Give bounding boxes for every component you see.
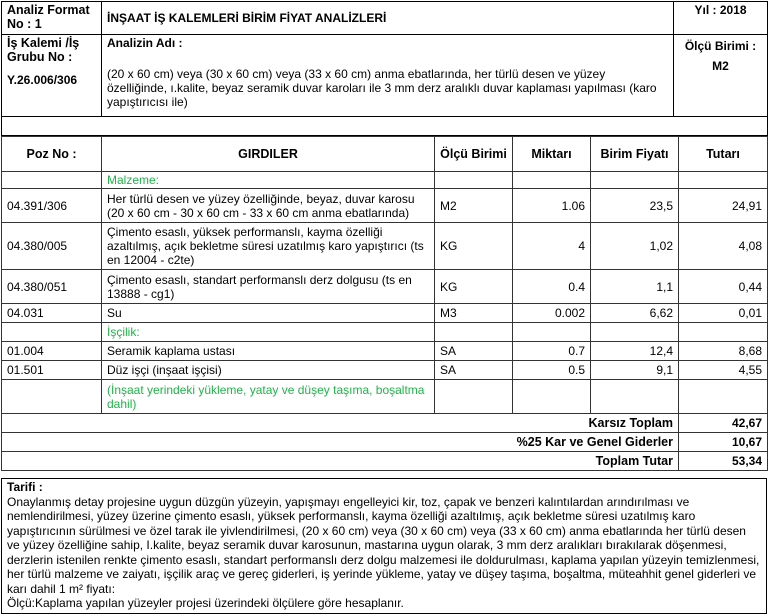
totals-label: %25 Kar ve Genel Giderler: [2, 433, 679, 452]
group-label: İş Kalemi /İş Grubu No :: [7, 36, 80, 64]
totals-value: 42,67: [679, 414, 768, 433]
section-note: (İnşaat yerindeki yükleme, yatay ve düşey taşıma, boşaltma dahil): [102, 380, 435, 414]
unit-label: Ölçü Birimi :: [684, 39, 757, 53]
totals-label: Karsız Toplam: [2, 414, 679, 433]
item-qty: 0.002: [513, 304, 591, 323]
poz-no: 04.380/051: [2, 270, 102, 304]
item-price: 12,4: [591, 342, 679, 361]
item-unit: KG: [435, 270, 513, 304]
item-description: Her türlü desen ve yüzey özelliğinde, beyaz, duvar karosu (20 x 60 cm - 30 x 60 cm - 33 x 60 cm anma ebatlarında): [102, 189, 435, 223]
col-poz: Poz No :: [2, 137, 102, 172]
group-cell: [2, 35, 102, 117]
description-label: Tarifi :: [7, 480, 43, 494]
item-unit: KG: [435, 223, 513, 270]
item-description: Düz işçi (inşaat işçisi): [102, 361, 435, 380]
poz-no: 04.031: [2, 304, 102, 323]
col-qty: Miktarı: [513, 137, 591, 172]
item-qty: 1.06: [513, 189, 591, 223]
section-label: Malzeme:: [102, 172, 435, 189]
totals-value: 53,34: [679, 452, 768, 471]
spacer-row: [2, 117, 768, 136]
item-price: 23,5: [591, 189, 679, 223]
analysis-name: (20 x 60 cm) veya (30 x 60 cm) veya (33 x 60 cm) anma ebatlarında, her türlü desen ve yüzey özelliğinde, ı.kalite, beyaz seramik duvar karoları ile 3 mm derz aralıklı duvar kaplaması yapılması (karo yapıştırıcısı ile): [107, 67, 657, 109]
item-price: 1,02: [591, 223, 679, 270]
table-header-row: [2, 137, 768, 172]
table-row: [2, 304, 768, 323]
item-qty: 0.5: [513, 361, 591, 380]
poz-no: 04.391/306: [2, 189, 102, 223]
inputs-table: [1, 136, 768, 471]
item-price: 9,1: [591, 361, 679, 380]
table-row: [2, 361, 768, 380]
header-table: [1, 1, 768, 136]
item-unit: M3: [435, 304, 513, 323]
poz-no: 01.501: [2, 361, 102, 380]
col-total: Tutarı: [679, 137, 768, 172]
description-text: Onaylanmış detay projesine uygun düzgün yüzeyin, yapışmayı engelleyici kir, toz, çapak ve benzeri kalıntılardan arındırılması ve nemlendirilmesi, yüzey üzerine çimento esaslı, yüksek performanslı, kayma özelliği azaltılmış, açık bekletme süresi uzatılmış karo yapıştırıcının sürülmesi ve özel tarak ile yivlendirilmesi, (20 x 60 cm) veya (30 x 60 cm) veya (33 x 60 cm) anma ebatlarında her türlü desen ve yüzey özelliğine sahip, I.kalite, beyaz seramik duvar karosunun, mastarına uygun olarak, 3 mm derz aralıkları bırakılarak döşenmesi, derzlerin istenilen renkte çimento esaslı, standart performanslı derz dolgu malzemesi ile doldurulması, kaplama yapılan yüzeyin temizlenmesi, her türlü malzeme ve zaiyatı, işçilik araç ve gereç giderleri, iş yerinde yükleme, yatay ve düşey taşıma, boşaltma, müteahhit genel giderleri ve karı dahil 1 m² fiyatı:: [7, 494, 760, 596]
item-total: 0,44: [679, 270, 768, 304]
item-total: 8,68: [679, 342, 768, 361]
table-row: [2, 223, 768, 270]
unit-value: M2: [712, 59, 729, 73]
analysis-name-label: Analizin Adı :: [107, 36, 183, 50]
item-total: 0,01: [679, 304, 768, 323]
item-price: 1,1: [591, 270, 679, 304]
poz-no: 01.004: [2, 342, 102, 361]
table-row: [2, 380, 768, 414]
item-description: Çimento esaslı, yüksek performanslı, kayma özelliği azaltılmış, açık bekletme süresi uzatılmış karo yapıştırıcı (ts en 12004 - c2te): [102, 223, 435, 270]
description-section: [1, 478, 767, 614]
format-label: Analiz Format No : 1: [2, 2, 102, 35]
item-total: 4,55: [679, 361, 768, 380]
item-unit: SA: [435, 361, 513, 380]
group-number: Y.26.006/306: [7, 73, 78, 87]
year-label: Yıl : 2018: [674, 2, 768, 35]
item-unit: M2: [435, 189, 513, 223]
item-total: 24,91: [679, 189, 768, 223]
item-price: 6,62: [591, 304, 679, 323]
unit-cell: [674, 35, 768, 117]
item-description: Su: [102, 304, 435, 323]
totals-value: 10,67: [679, 433, 768, 452]
item-qty: 4: [513, 223, 591, 270]
table-row: [2, 270, 768, 304]
totals-row: [2, 452, 768, 471]
item-description: Seramik kaplama ustası: [102, 342, 435, 361]
analysis-name-cell: [102, 35, 674, 117]
section-label: İşçilik:: [102, 323, 435, 342]
item-unit: SA: [435, 342, 513, 361]
table-row: [2, 342, 768, 361]
totals-row: [2, 433, 768, 452]
document-title: İNŞAAT İŞ KALEMLERİ BİRİM FİYAT ANALİZLERİ: [102, 2, 674, 35]
col-price: Birim Fiyatı: [591, 137, 679, 172]
item-total: 4,08: [679, 223, 768, 270]
col-girdiler: GIRDILER: [102, 137, 435, 172]
table-row: [2, 323, 768, 342]
table-row: [2, 172, 768, 189]
col-unit: Ölçü Birimi: [435, 137, 513, 172]
totals-row: [2, 414, 768, 433]
poz-no: 04.380/005: [2, 223, 102, 270]
totals-label: Toplam Tutar: [2, 452, 679, 471]
item-qty: 0.4: [513, 270, 591, 304]
table-row: [2, 189, 768, 223]
item-description: Çimento esaslı, standart performanslı derz dolgusu (ts en 13888 - cg1): [102, 270, 435, 304]
item-qty: 0.7: [513, 342, 591, 361]
measurement-text: Ölçü:Kaplama yapılan yüzeyler projesi üzerindeki ölçülere göre hesaplanır.: [7, 596, 404, 610]
